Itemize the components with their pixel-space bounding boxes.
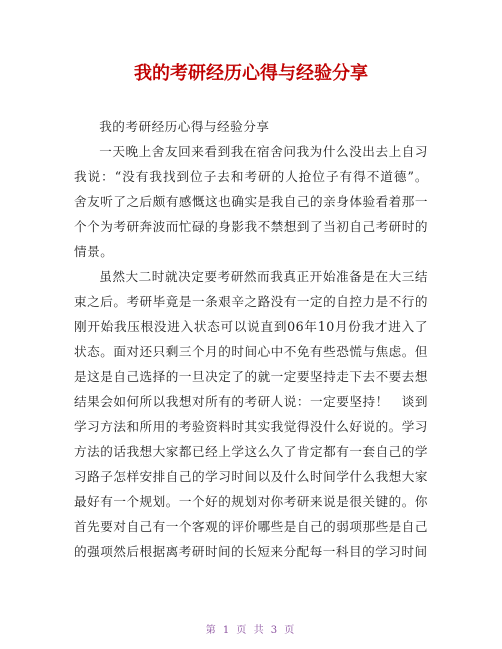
- document-title: 我的考研经历心得与经验分享: [134, 63, 368, 84]
- document-body: [74, 114, 428, 564]
- paragraph-2: 虽然大二时就决定要考研然而我真正开始准备是在大三结束之后。考研毕竟是一条艰辛之路没有一定的自控力是不行的刚开始我压根没进入状态可以说直到06年10月份我才进入了状态。面对还只剩三个月的时间心中不免有些恐慌与焦虑。但是这是自己选择的一旦决定了的就一定要坚持走下去不要去想结果会如何所以我想对所有的考研人说：一定要坚持！ 谈到学习方法和所用的考验资料时其实我觉得没什么好说的。学习方法的话我想大家都已经上学这么久了肯定都有一套自己的学习路子怎样安排自己的学习时间以及什么时间学什么我想大家最好有一个规划。一个好的规划对你考研来说是很关键的。你首先要对自己有一个客观的评价哪些是自己的弱项那些是自己的强项然后根据离考研时间的长短来分配每一科目的学习时间: [74, 269, 428, 559]
- paragraph-subtitle: 我的考研经历心得与经验分享: [99, 119, 270, 134]
- paragraph-1: 一天晚上舍友回来看到我在宿舍问我为什么没出去上自习我说：“没有我找到位子去和考研的人抢位子有得不道德”。舍友听了之后颇有感慨这也确实是我自己的亲身体验看着那一个个为考研奔波而忙碌的身影我不禁想到了当初自己考研时的情景。: [74, 144, 428, 259]
- page-number-footer: 第 1 页 共 3 页: [205, 625, 297, 636]
